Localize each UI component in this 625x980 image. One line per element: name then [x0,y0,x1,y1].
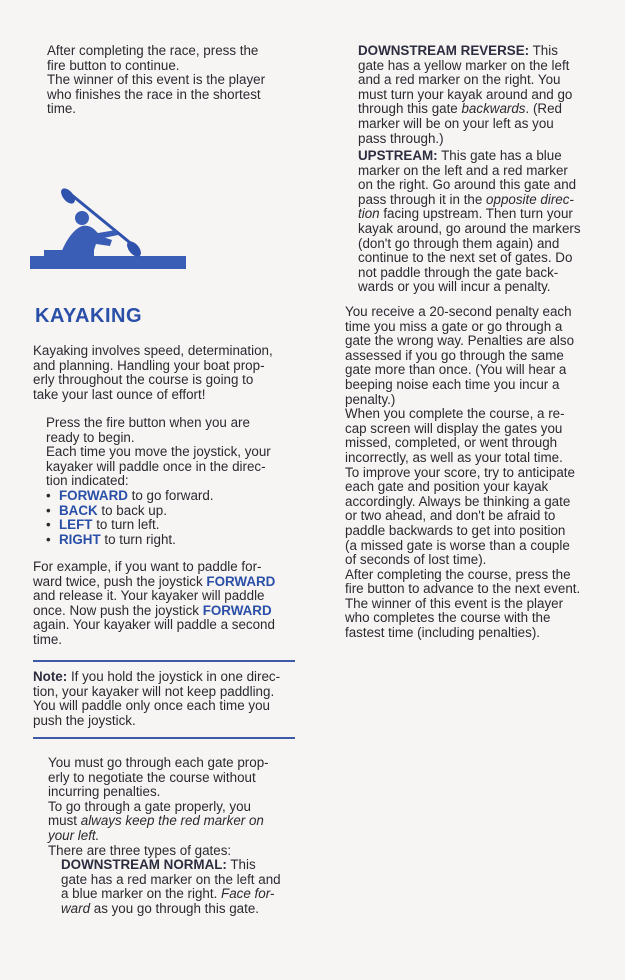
text-line [358,102,603,117]
gate-label: DOWNSTREAM REVERSE: [358,43,530,58]
text-line: take your last ounce of effort! [33,386,206,402]
text-line: your left. [48,827,100,843]
text-fragment: pass through it in the [358,191,487,207]
text-line [61,887,298,902]
text-line [61,858,298,873]
text-line: You must go through each gate prop- [48,755,269,770]
direction-key: LEFT [59,517,93,533]
text-line: erly to negotiate the course without [48,769,256,785]
penalty-text [345,305,605,641]
text-fragment: This [529,43,558,58]
text-fragment: ward twice, push the joystick [33,573,207,589]
text-line: missed, completed, or went through [345,435,558,451]
text-fragment: If you hold the joystick in one direc- [67,669,281,684]
intro-line: The winner of this event is the player [47,72,266,88]
text-line: You receive a 20-second penalty each [345,304,572,319]
text-line [358,207,603,222]
direction-key: FORWARD [59,487,128,503]
direction-key: RIGHT [59,531,101,547]
gate-label: UPSTREAM: [358,148,438,163]
text-line: gate has a red marker on the left and [61,871,281,887]
text-line: time you miss a gate or go through a [345,318,563,334]
text-line: who completes the course with the [345,610,551,626]
text-fragment: once. Now push the joystick [33,602,203,618]
text-line [48,814,298,829]
text-line: You will paddle only once each time you [33,698,270,714]
direction-item [46,533,301,548]
text-line [33,575,301,590]
text-line: fire button to advance to the next event. [345,581,581,597]
intro-line: fire button to continue. [47,57,180,73]
text-line: (don't go through them again) and [358,235,560,251]
intro-text [47,44,297,117]
text-line [358,149,603,164]
text-line: paddle backwards to get into position [345,522,566,538]
text-line: When you complete the course, a re- [345,406,565,422]
text-line: tion indicated: [46,473,129,489]
text-fragment: a blue marker on the right. [61,886,222,902]
text-line: Kayaking involves speed, determination, [33,343,273,358]
keyword: FORWARD [206,573,276,589]
text-line: To go through a gate properly, you [48,798,251,814]
text-line: gate more than once. (You will hear a [345,362,567,378]
direction-key: BACK [59,502,98,518]
text-line [358,44,603,59]
text-fragment: Face for- [221,886,275,902]
kayaker-illustration [30,188,186,276]
text-line: tion, your kayaker will not keep paddling. [33,683,275,699]
text-line: penalty.) [345,391,396,407]
example-text [33,560,301,648]
text-line: and release it. Your kayaker will paddle [33,588,265,604]
direction-item [46,518,301,533]
text-line: and a red marker on the right. You [358,72,561,88]
direction-text: to turn left. [92,517,160,533]
text-line: (a missed gate is worse than a couple [345,537,570,553]
keyword: FORWARD [202,602,272,618]
text-line: beeping noise each time you incur a [345,376,560,392]
text-fragment: This gate has a blue [437,148,562,163]
text-line: marker on the left and a red marker [358,162,568,178]
text-line: cap screen will display the gates you [345,420,563,436]
text-line: incurring penalties. [48,784,161,800]
text-line: each gate and position your kayak [345,479,549,495]
section-heading: KAYAKING [35,305,142,327]
text-fragment: facing upstream. Then turn your [379,206,573,222]
text-line: on the right. Go around this gate and [358,177,577,193]
text-line: Press the fire button when you are [46,415,250,430]
text-fragment: as you go through this gate. [90,900,260,916]
text-line: ready to begin. [46,429,135,445]
downstream-normal [48,858,298,916]
downstream-reverse [358,44,603,146]
note-top-rule [33,660,295,662]
text-line: not paddle through the gate back- [358,264,559,280]
text-fragment: ward [61,900,91,916]
text-line: To improve your score, try to anticipate [345,464,575,480]
text-line: of seconds of lost time). [345,552,487,568]
note-bottom-rule [33,737,295,739]
gates-text [48,756,298,917]
text-line: incorrectly, as well as your total time. [345,449,563,465]
text-line: The winner of this event is the player [345,595,564,611]
text-line: and planning. Handling your boat prop- [33,357,265,373]
text-line: kayak around, go around the markers [358,220,581,236]
text-line: gate the wrong way. Penalties are also [345,333,575,349]
text-fragment: must [48,813,81,829]
text-fragment: backwards [461,101,526,117]
text-line [33,670,301,685]
text-line: continue to the next set of gates. Do [358,250,573,266]
text-line: gate has a yellow marker on the left [358,57,570,73]
text-fragment: always keep the red marker on [80,813,264,829]
direction-text: to turn right. [100,531,176,547]
note-box [33,670,301,728]
text-fragment: opposite direc- [486,191,574,207]
text-line: or two ahead, and don't be afraid to [345,508,556,524]
text-fragment: tion [358,206,380,222]
direction-text: to back up. [97,502,167,518]
text-line: assessed if you go through the same [345,347,564,363]
text-line: must turn your kayak around and go [358,86,573,102]
kayaking-intro [33,344,301,402]
note-label: Note: [33,669,68,684]
gate-label: DOWNSTREAM NORMAL: [61,857,227,873]
text-line: wards or you will incur a penalty. [358,279,551,295]
intro-line: who finishes the race in the shortest [47,86,261,102]
text-line: erly throughout the course is going to [33,372,254,388]
text-fragment: This [226,857,256,873]
text-fragment: through this gate [358,101,462,117]
text-line [358,193,603,208]
text-line [33,604,301,619]
text-line: kayaker will paddle once in the direc- [46,458,266,474]
text-line: Each time you move the joystick, your [46,444,271,460]
text-fragment: . (Red [525,101,562,117]
text-line: For example, if you want to paddle for- [33,559,262,574]
direction-item [46,504,301,519]
controls-text [46,416,301,547]
text-line: pass through.) [358,130,444,146]
text-line: push the joystick. [33,712,136,728]
text-line: There are three types of gates: [48,842,232,858]
text-line: After completing the course, press the [345,566,571,582]
text-line [61,902,298,917]
text-line: accordingly. Always be thinking a gate [345,493,571,509]
text-line: time. [33,631,63,647]
intro-line: time. [47,101,77,117]
text-line: fastest time (including penalties). [345,625,541,641]
direction-item [46,489,301,504]
text-line: again. Your kayaker will paddle a second [33,617,275,633]
direction-text: to go forward. [127,487,214,503]
direction-list [46,489,301,547]
text-line: marker will be on your left as you [358,115,554,131]
intro-line: After completing the race, press the [47,43,259,58]
upstream [358,149,603,295]
